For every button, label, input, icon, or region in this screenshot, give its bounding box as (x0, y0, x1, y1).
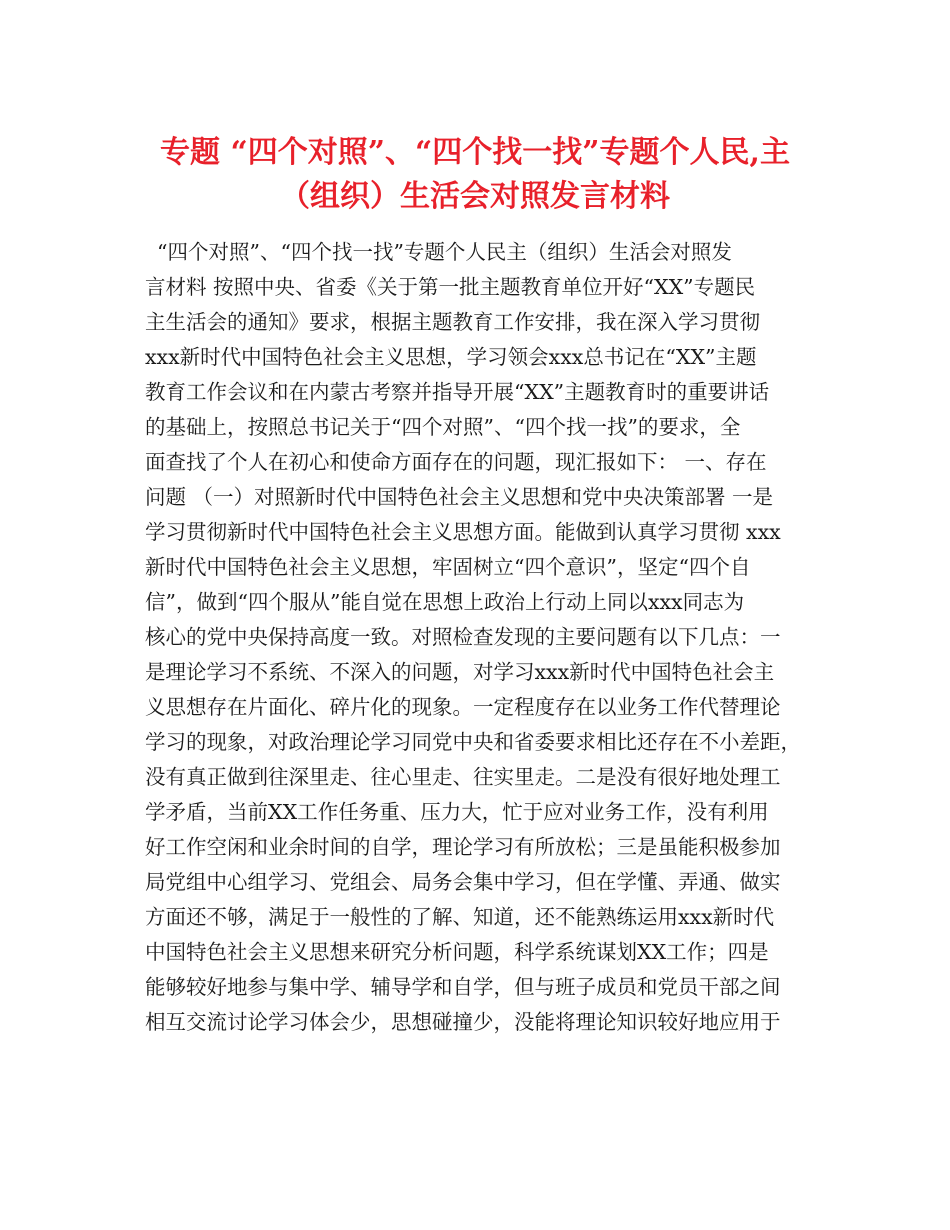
document-body (145, 235, 825, 1040)
body-line: 核心的党中央保持高度一致。对照检查发现的主要问题有以下几点：一 (145, 625, 781, 649)
body-line: 好工作空闲和业余时间的自学，理论学习有所放松；三是虽能积极参加 (145, 835, 781, 859)
body-line: 相互交流讨论学习体会少，思想碰撞少，没能将理论知识较好地应用于 (145, 1010, 781, 1034)
body-line: 方面还不够，满足于一般性的了解、知道，还不能熟练运用xxx新时代 (145, 905, 775, 929)
body-line: 面查找了个人在初心和使命方面存在的问题，现汇报如下： 一、存在 (145, 450, 767, 474)
body-line: “四个对照”、“四个找一找”专题个人民主（组织）生活会对照发 (157, 240, 732, 264)
body-line: 教育工作会议和在内蒙古考察并指导开展“XX”主题教育时的重要讲话 (145, 380, 770, 404)
body-line: 中国特色社会主义思想来研究分析问题，科学系统谋划XX工作；四是 (145, 940, 769, 964)
body-line: 学习的现象，对政治理论学习同党中央和省委要求相比还存在不小差距， (145, 730, 801, 754)
body-line: 是理论学习不系统、不深入的问题，对学习xxx新时代中国特色社会主 (145, 660, 775, 684)
body-line: 能够较好地参与集中学、辅导学和自学，但与班子成员和党员干部之间 (145, 975, 781, 999)
body-line: 信”，做到“四个服从”能自觉在思想上政治上行动上同以xxx同志为 (145, 590, 745, 614)
body-line: 义思想存在片面化、碎片化的现象。一定程度存在以业务工作代替理论 (145, 695, 781, 719)
body-line: xxx新时代中国特色社会主义思想，学习领会xxx总书记在“XX”主题 (145, 345, 757, 369)
document-title-line-2: （组织）生活会对照发言材料 (280, 179, 670, 214)
body-line: 没有真正做到往深里走、往心里走、往实里走。二是没有很好地处理工 (145, 765, 781, 789)
body-line: 问题 （一）对照新时代中国特色社会主义思想和党中央决策部署 一是 (145, 485, 774, 509)
body-line: 学矛盾，当前XX工作任务重、压力大，忙于应对业务工作，没有利用 (145, 800, 769, 824)
body-line: 局党组中心组学习、党组会、局务会集中学习，但在学懂、弄通、做实 (145, 870, 781, 894)
body-line: 的基础上，按照总书记关于“四个对照”、“四个找一找”的要求，全 (145, 415, 741, 439)
document-title-line-1: 专题 “四个对照”、“四个找一找”专题个人民,主 (160, 135, 790, 170)
body-line: 新时代中国特色社会主义思想，牢固树立“四个意识”，坚定“四个自 (145, 555, 751, 579)
body-line: 学习贯彻新时代中国特色社会主义思想方面。能做到认真学习贯彻 xxx (145, 520, 781, 544)
body-line: 言材料 按照中央、省委《关于第一批主题教育单位开好“XX”专题民 (145, 275, 756, 299)
body-line: 主生活会的通知》要求，根据主题教育工作安排，我在深入学习贯彻 (145, 310, 760, 334)
